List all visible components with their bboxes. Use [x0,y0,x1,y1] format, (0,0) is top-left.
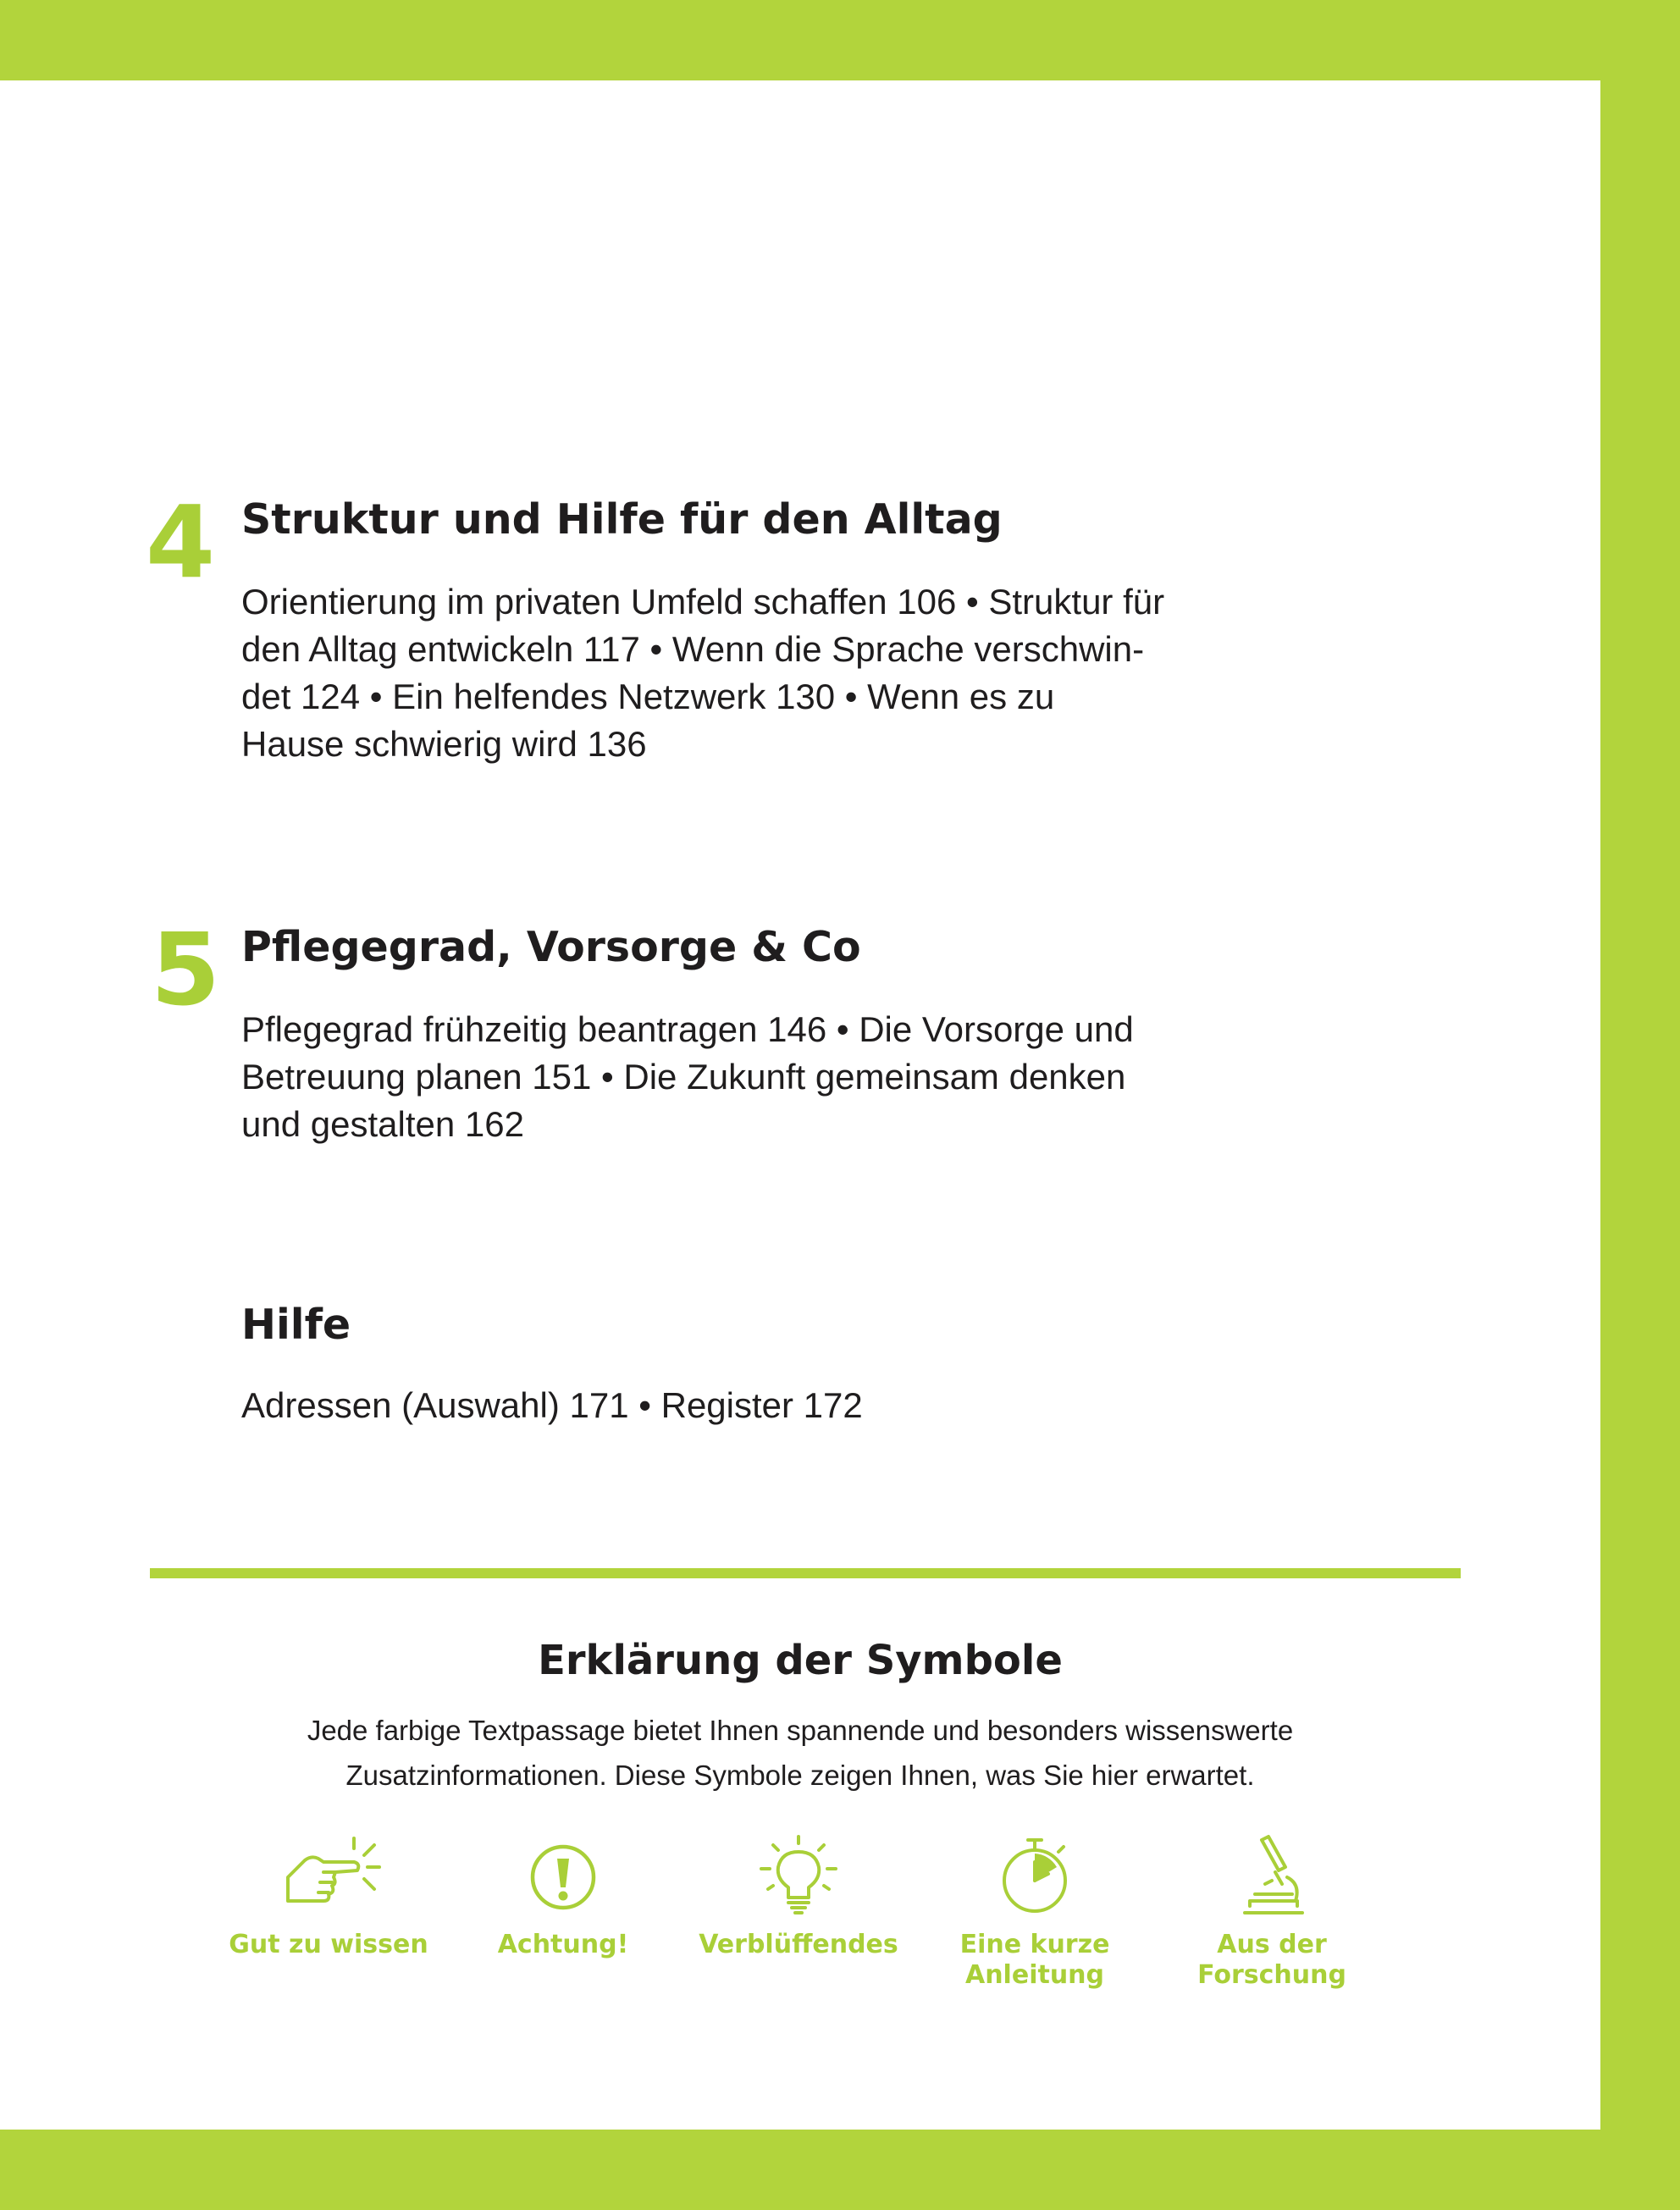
symbol-legend [0,1833,1600,2087]
symbol-eine-kurze-anleitung [925,1833,1145,1991]
contents-line: Betreuung planen 151 • Die Zukunft gemeinsam denken [241,1057,1126,1097]
symbol-label-line: Gut zu wissen [229,1930,428,1959]
symbol-label-line: Verblüffendes [699,1930,898,1959]
symbol-label-line: Anleitung [964,1960,1105,1990]
microscope-icon [1213,1833,1331,1918]
contents-line: den Alltag entwickeln 117 • Wenn die Sprache verschwin- [241,629,1145,669]
pointing-hand-icon [269,1833,388,1918]
contents-line: und gestalten 162 [241,1104,524,1144]
symbol-label-line: Achtung! [497,1930,629,1959]
contents-line: Hause schwierig wird 136 [241,724,647,764]
chapter-title: Pflegegrad, Vorsorge & Co [241,923,861,971]
chapter-title: Struktur und Hilfe für den Alltag [241,495,1003,544]
chapter-contents [241,1006,1351,1148]
chapter-title: Hilfe [241,1301,351,1349]
contents-line: Orientierung im privaten Umfeld schaffen 106 • Struktur für [241,582,1165,622]
symbol-verblueffendes [688,1833,909,1960]
symbol-achtung [453,1833,673,1960]
legend-description [0,1708,1600,1798]
lightbulb-icon [739,1833,858,1918]
chapter-contents [241,578,1351,768]
symbol-label [688,1930,909,1960]
legend-description-line: Jede farbige Textpassage bietet Ihnen spannende und besonders wissenswerte [307,1715,1294,1746]
symbol-aus-der-forschung [1162,1833,1382,1991]
divider-rule [150,1568,1461,1578]
contents-line: Adressen (Auswahl) 171 • Register 172 [241,1385,863,1425]
symbol-gut-zu-wissen [218,1833,439,1960]
symbol-label [925,1930,1145,1991]
symbol-label-line: Forschung [1197,1960,1346,1990]
symbol-label [453,1930,673,1960]
chapter-number: 4 [146,483,216,600]
legend-description-line: Zusatzinformationen. Diese Symbole zeigen Ihnen, was Sie hier erwartet. [345,1760,1255,1791]
page [0,80,1600,2130]
exclamation-circle-icon [504,1833,622,1918]
chapter-contents [241,1382,1351,1429]
stopwatch-icon [975,1833,1094,1918]
symbol-label [1162,1930,1382,1991]
contents-line: Pflegegrad frühzeitig beantragen 146 • Die Vorsorge und [241,1009,1134,1049]
chapter-number: 5 [151,911,221,1028]
symbol-label-line: Aus der [1217,1930,1327,1959]
symbol-label [218,1930,439,1960]
symbol-label-line: Eine kurze [959,1930,1110,1959]
contents-line: det 124 • Ein helfendes Netzwerk 130 • Wenn es zu [241,677,1055,716]
legend-title: Erklärung der Symbole [538,1637,1063,1684]
